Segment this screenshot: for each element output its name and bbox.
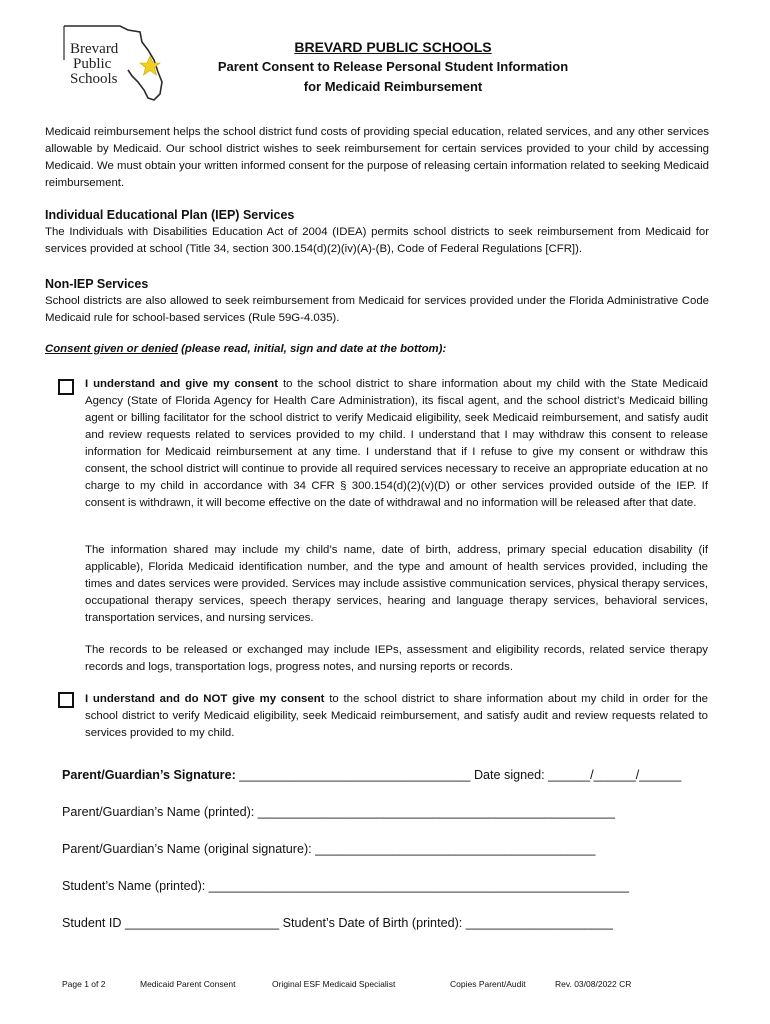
footer-form-name: Medicaid Parent Consent [140, 979, 236, 989]
organization-name: BREVARD PUBLIC SCHOOLS [294, 39, 492, 55]
parent-signature-label: Parent/Guardian’s Signature: [62, 768, 236, 782]
iep-heading: Individual Educational Plan (IEP) Services [45, 208, 295, 222]
footer-original: Original ESF Medicaid Specialist [272, 979, 396, 989]
parent-signature-blank[interactable]: _________________________________ [235, 768, 474, 782]
give-consent-text: to the school district to share information about my child with the State Medicaid Agency (State of Florida Agency for Health Care Administration), its fiscal agent, and the school district’s Medicaid billing agent or billing facilitator for the school district to verify Medicaid eligibility, seek Medicaid reimbursement, and satisfy audit and review requests related to services provided to my child. I understand that I may withdraw this consent to release information for Medicaid reimbursement at any time. I understand that if I refuse to give my consent or withdraw this consent, the school district will continue to provide all required services necessary to receive an appropriate education at no charge to my child in accordance with 34 CFR § 300.154(d)(2)(v)(D) or other services provided outside of the IEP. If consent is withdrawn, it will become effective on the date of withdrawal and no information will be released after that date. [85, 378, 708, 509]
footer-copies: Copies Parent/Audit [450, 979, 526, 989]
non-iep-paragraph: School districts are also allowed to seek reimbursement from Medicaid for services provided under the Florida Administrative Code Medicaid rule for school-based services (Rule 59G-4.035). [45, 295, 709, 324]
deny-consent-lead: I understand and do NOT give my consent [85, 693, 325, 705]
give-consent-checkbox[interactable] [58, 379, 74, 395]
deny-consent-checkbox[interactable] [58, 692, 74, 708]
parent-printed-name-field[interactable]: Parent/Guardian’s Name (printed): ___________________________________________________ [62, 805, 615, 819]
footer-page-number: Page 1 of 2 [62, 979, 106, 989]
form-title-line-2: for Medicaid Reimbursement [303, 79, 483, 94]
form-title-line-1: Parent Consent to Release Personal Student Information [217, 59, 569, 74]
intro-paragraph: Medicaid reimbursement helps the school district fund costs of providing special education, related services, and any other services allowable by Medicaid. Our school district wishes to seek reimbursement for certain services provided to your child by accessing Medicaid. We must obtain your written informed consent for the purpose of releasing certain information related to seeking Medicaid reimbursement. [45, 126, 709, 189]
give-consent-paragraph [85, 376, 708, 512]
student-name-field[interactable]: Student’s Name (printed): ____________________________________________________________ [62, 879, 630, 893]
deny-consent-text: to the school district to share information about my child in order for the school district to verify Medicaid eligibility, seek Medicaid reimbursement, and satisfy audit and review requests related to services provided to my child. [85, 693, 708, 739]
parent-signature-line[interactable] [62, 767, 682, 784]
deny-consent-paragraph [85, 691, 708, 742]
logo-wordmark: Brevard Public Schools [70, 41, 119, 87]
footer-revision: Rev. 03/08/2022 CR [555, 979, 632, 989]
iep-paragraph: The Individuals with Disabilities Education Act of 2004 (IDEA) permits school districts to seek reimbursement from Medicaid for services provided at school (Title 34, section 300.154(d)(2)(iv)(A)-(B), Code of Federal Regulations [CFR]). [45, 226, 709, 255]
shared-information-paragraph: The information shared may include my child’s name, date of birth, address, primary special education disability (if applicable), Florida Medicaid identification number, and the type and amount of health services provided, including the times and dates services were provided. Services may include assistive communication services, physical therapy services, occupational therapy services, speech therapy services, hearing and language therapy services, behavioral services, transportation services, and nursing services. [85, 544, 708, 624]
non-iep-heading: Non-IEP Services [45, 277, 149, 291]
give-consent-lead: I understand and give my consent [85, 378, 279, 390]
consent-heading [45, 343, 446, 355]
document-header [150, 37, 636, 97]
date-signed-field[interactable]: Date signed: ______/______/______ [473, 768, 682, 782]
consent-heading-underlined: Consent given or denied [45, 343, 178, 355]
consent-heading-instructions: (please read, initial, sign and date at the bottom): [177, 343, 447, 355]
student-id-dob-field[interactable]: Student ID ______________________ Student’s Date of Birth (printed): _____________________ [62, 916, 613, 930]
parent-original-signature-field[interactable]: Parent/Guardian’s Name (original signature): ________________________________________ [62, 842, 596, 856]
records-paragraph: The records to be released or exchanged may include IEPs, assessment and eligibility records, related service therapy records and logs, transportation logs, progress notes, and nursing reports or records. [85, 644, 708, 673]
